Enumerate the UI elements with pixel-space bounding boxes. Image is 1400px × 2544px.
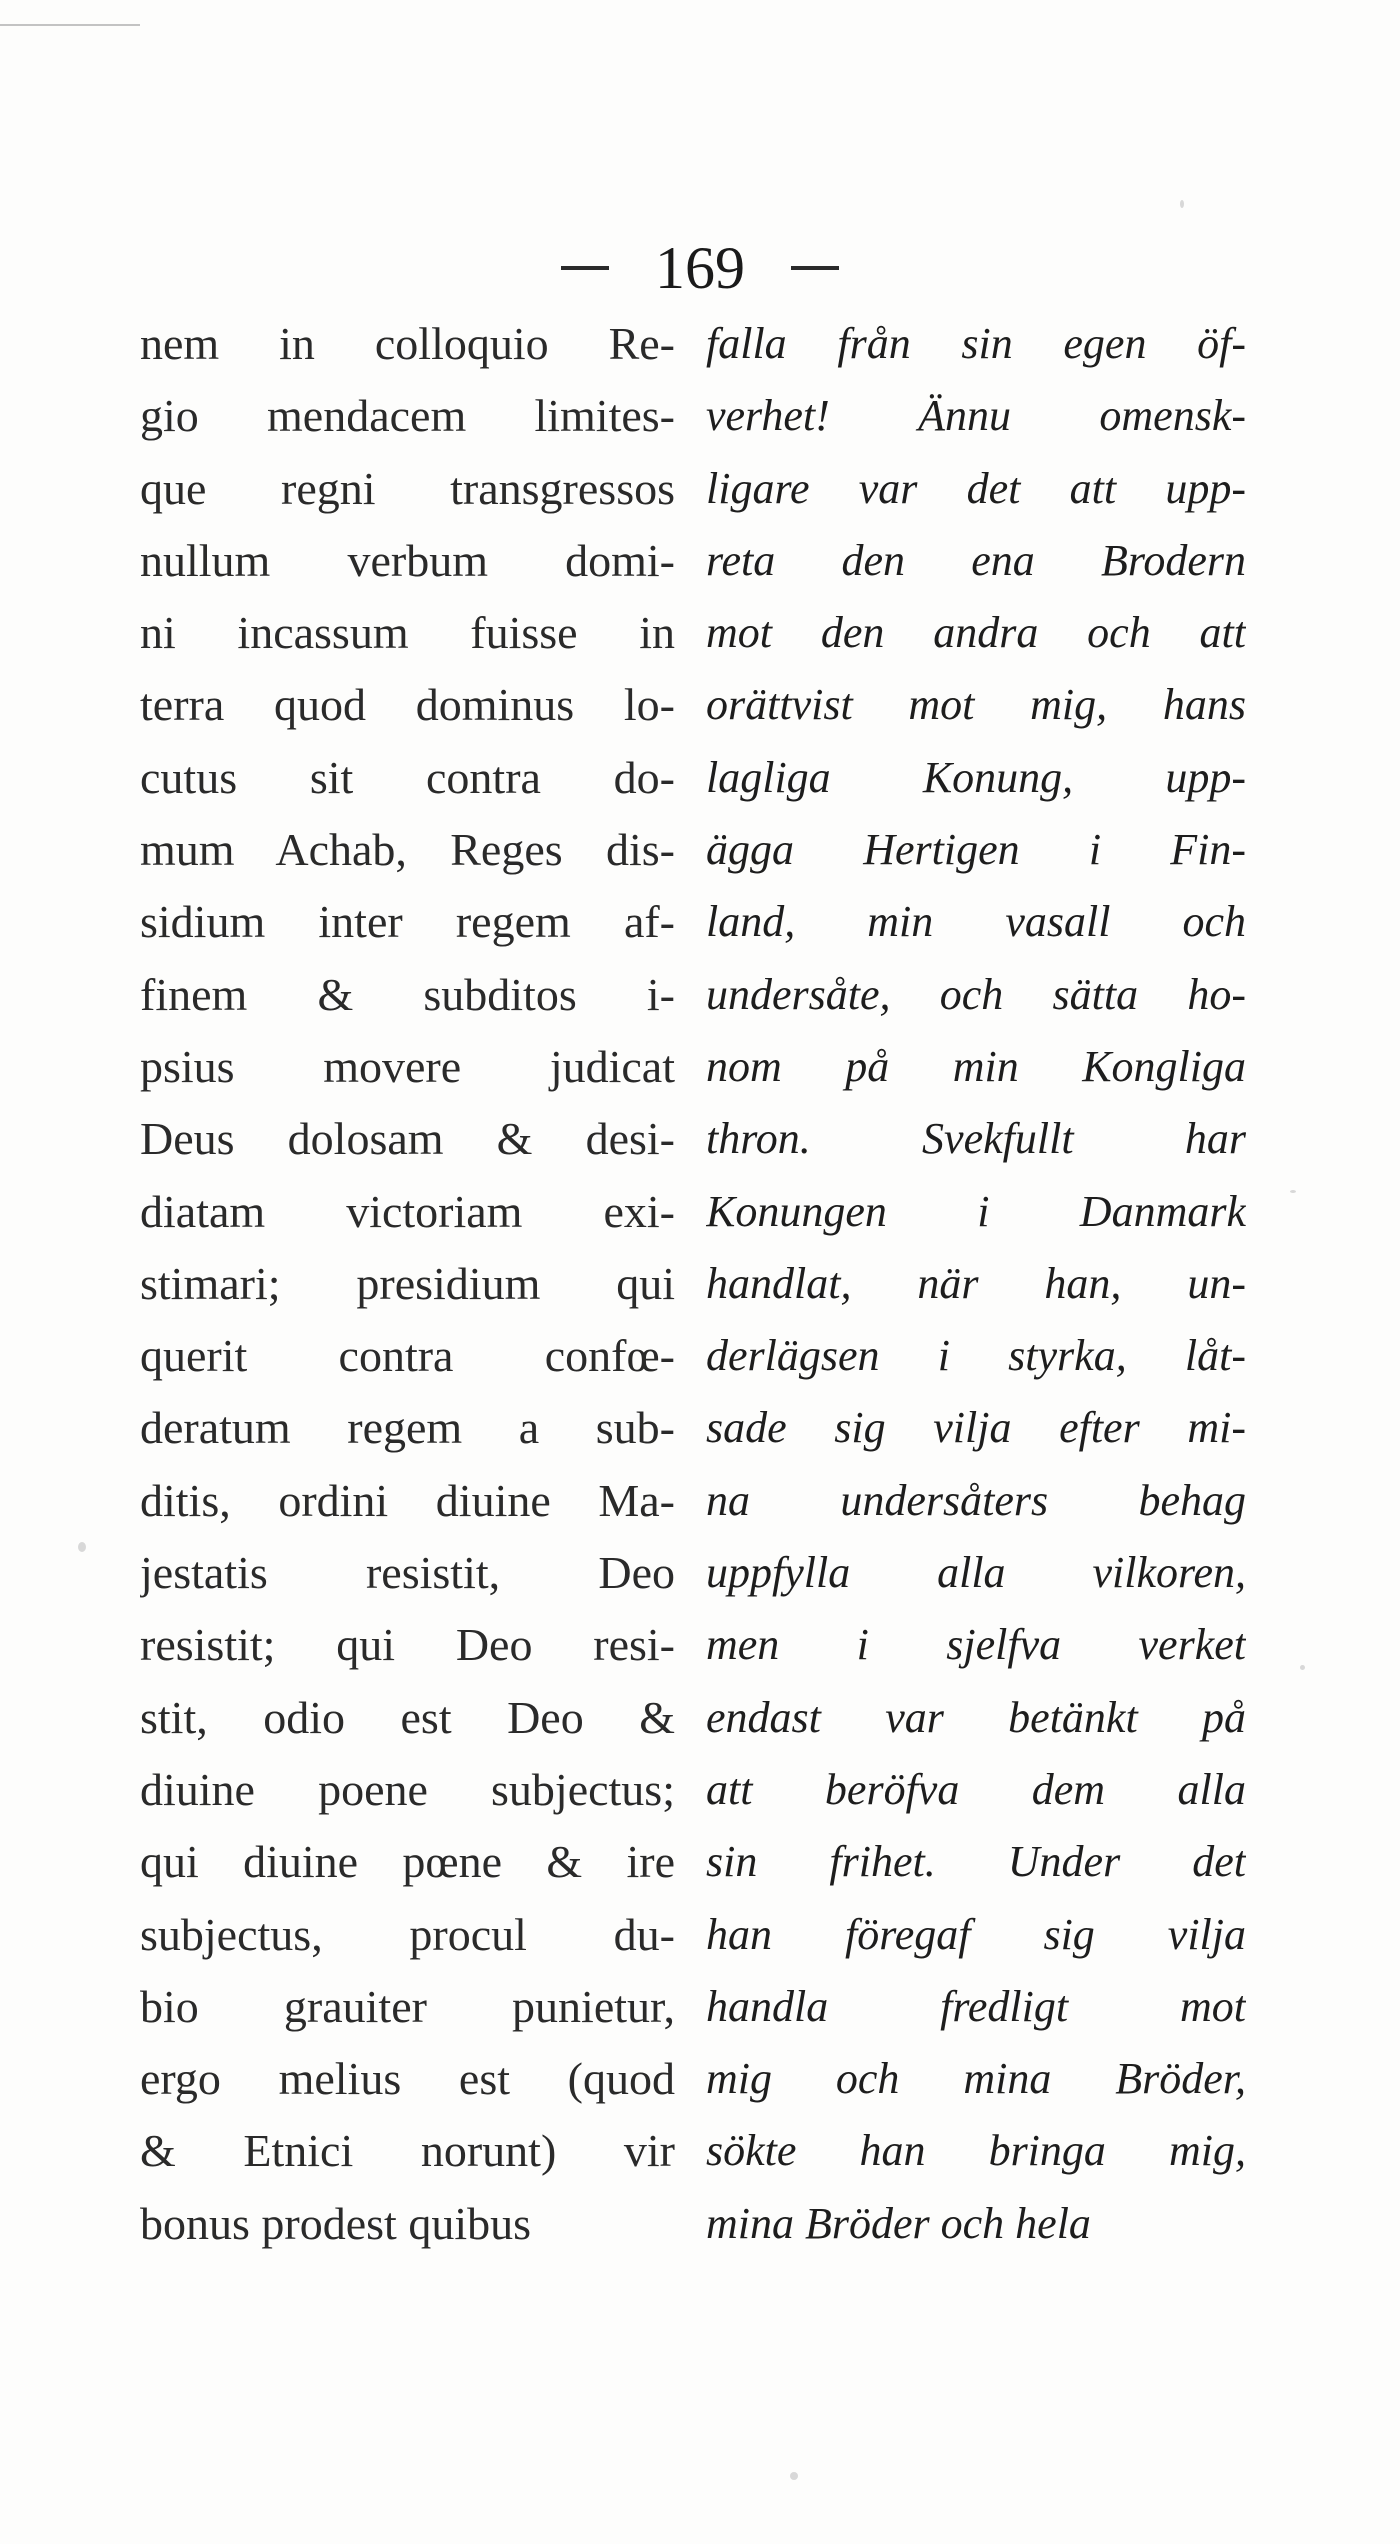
swedish-text-line: han föregaf sig vilja bbox=[706, 1909, 1246, 1959]
swedish-text-line: sade sig vilja efter mi- bbox=[706, 1403, 1246, 1453]
swedish-text-line: mot den andra och att bbox=[706, 608, 1246, 658]
swedish-text-line: derlägsen i styrka, låt- bbox=[706, 1331, 1246, 1381]
swedish-text-line: nom på min Kongliga bbox=[706, 1041, 1246, 1091]
paper-speck bbox=[78, 1542, 86, 1552]
latin-text-line: que regni transgressos bbox=[140, 462, 675, 514]
latin-text-line: diuine poene subjectus; bbox=[140, 1763, 675, 1815]
swedish-text-line: handlat, när han, un- bbox=[706, 1258, 1246, 1308]
swedish-column bbox=[706, 308, 1246, 2258]
swedish-text-line: ligare var det att upp- bbox=[706, 463, 1246, 513]
swedish-text-line: sökte han bringa mig, bbox=[706, 2126, 1246, 2176]
latin-text-line: resistit; qui Deo resi- bbox=[140, 1619, 675, 1671]
swedish-text-line: uppfylla alla vilkoren, bbox=[706, 1548, 1246, 1598]
latin-text-line: sidium inter regem af- bbox=[140, 896, 675, 948]
latin-text-line: stit, odio est Deo & bbox=[140, 1691, 675, 1743]
swedish-text-line: Konungen i Danmark bbox=[706, 1186, 1246, 1236]
latin-text-line: ergo melius est (quod bbox=[140, 2053, 675, 2105]
latin-text-line: qui diuine pœne & ire bbox=[140, 1836, 675, 1888]
latin-text-line: deratum regem a sub- bbox=[140, 1402, 675, 1454]
header-dash-right bbox=[791, 266, 839, 270]
latin-text-line: stimari; presidium qui bbox=[140, 1257, 675, 1309]
latin-text-line: terra quod dominus lo- bbox=[140, 679, 675, 731]
paper-speck bbox=[790, 2472, 798, 2480]
latin-text-line: psius movere judicat bbox=[140, 1040, 675, 1092]
page-number: 169 bbox=[655, 234, 745, 301]
latin-text-line: ni incassum fuisse in bbox=[140, 607, 675, 659]
swedish-text-line: mig och mina Bröder, bbox=[706, 2054, 1246, 2104]
latin-text-line: cutus sit contra do- bbox=[140, 751, 675, 803]
latin-text-line: finem & subditos i- bbox=[140, 968, 675, 1020]
swedish-text-line: lagliga Konung, upp- bbox=[706, 752, 1246, 802]
header-dash-left bbox=[561, 266, 609, 270]
latin-text-line: Deus dolosam & desi- bbox=[140, 1113, 675, 1165]
swedish-text-line: att beröfva dem alla bbox=[706, 1764, 1246, 1814]
latin-text-line: querit contra confœ- bbox=[140, 1330, 675, 1382]
swedish-text-line: land, min vasall och bbox=[706, 897, 1246, 947]
latin-text-line: & Etnici norunt) vir bbox=[140, 2125, 675, 2177]
latin-text-line: jestatis resistit, Deo bbox=[140, 1547, 675, 1599]
latin-text-line: diatam victoriam exi- bbox=[140, 1185, 675, 1237]
swedish-text-line: verhet! Ännu omensk- bbox=[706, 391, 1246, 441]
latin-text-line: subjectus, procul du- bbox=[140, 1908, 675, 1960]
swedish-text-line: falla från sin egen öf- bbox=[706, 319, 1246, 368]
latin-text-line: nem in colloquio Re- bbox=[140, 318, 675, 369]
swedish-text-line: mina Bröder och hela bbox=[706, 2198, 1091, 2248]
swedish-text-line: reta den ena Brodern bbox=[706, 535, 1246, 585]
paper-speck bbox=[1290, 1190, 1296, 1193]
latin-column bbox=[140, 308, 675, 2258]
swedish-text-line: ägga Hertigen i Fin- bbox=[706, 825, 1246, 875]
swedish-text-line: endast var betänkt på bbox=[706, 1692, 1246, 1742]
latin-text-line: nullum verbum domi- bbox=[140, 534, 675, 586]
swedish-text-line: undersåte, och sätta ho- bbox=[706, 969, 1246, 1019]
paper-speck bbox=[1180, 200, 1184, 208]
swedish-text-line: na undersåters behag bbox=[706, 1475, 1246, 1525]
latin-text-line: bonus prodest quibus bbox=[140, 2197, 531, 2249]
swedish-text-line: thron. Svekfullt har bbox=[706, 1114, 1246, 1164]
latin-text-line: bio grauiter punietur, bbox=[140, 1980, 675, 2032]
latin-text-line: mum Achab, Reges dis- bbox=[140, 824, 675, 876]
latin-text-line: gio mendacem limites- bbox=[140, 390, 675, 442]
swedish-text-line: orättvist mot mig, hans bbox=[706, 680, 1246, 730]
swedish-text-line: handla fredligt mot bbox=[706, 1981, 1246, 2031]
latin-text-line: ditis, ordini diuine Ma- bbox=[140, 1474, 675, 1526]
swedish-text-line: sin frihet. Under det bbox=[706, 1837, 1246, 1887]
swedish-text-line: men i sjelfva verket bbox=[706, 1620, 1246, 1670]
scan-edge-mark bbox=[0, 24, 140, 26]
page-header bbox=[500, 228, 900, 308]
paper-speck bbox=[1300, 1665, 1305, 1670]
